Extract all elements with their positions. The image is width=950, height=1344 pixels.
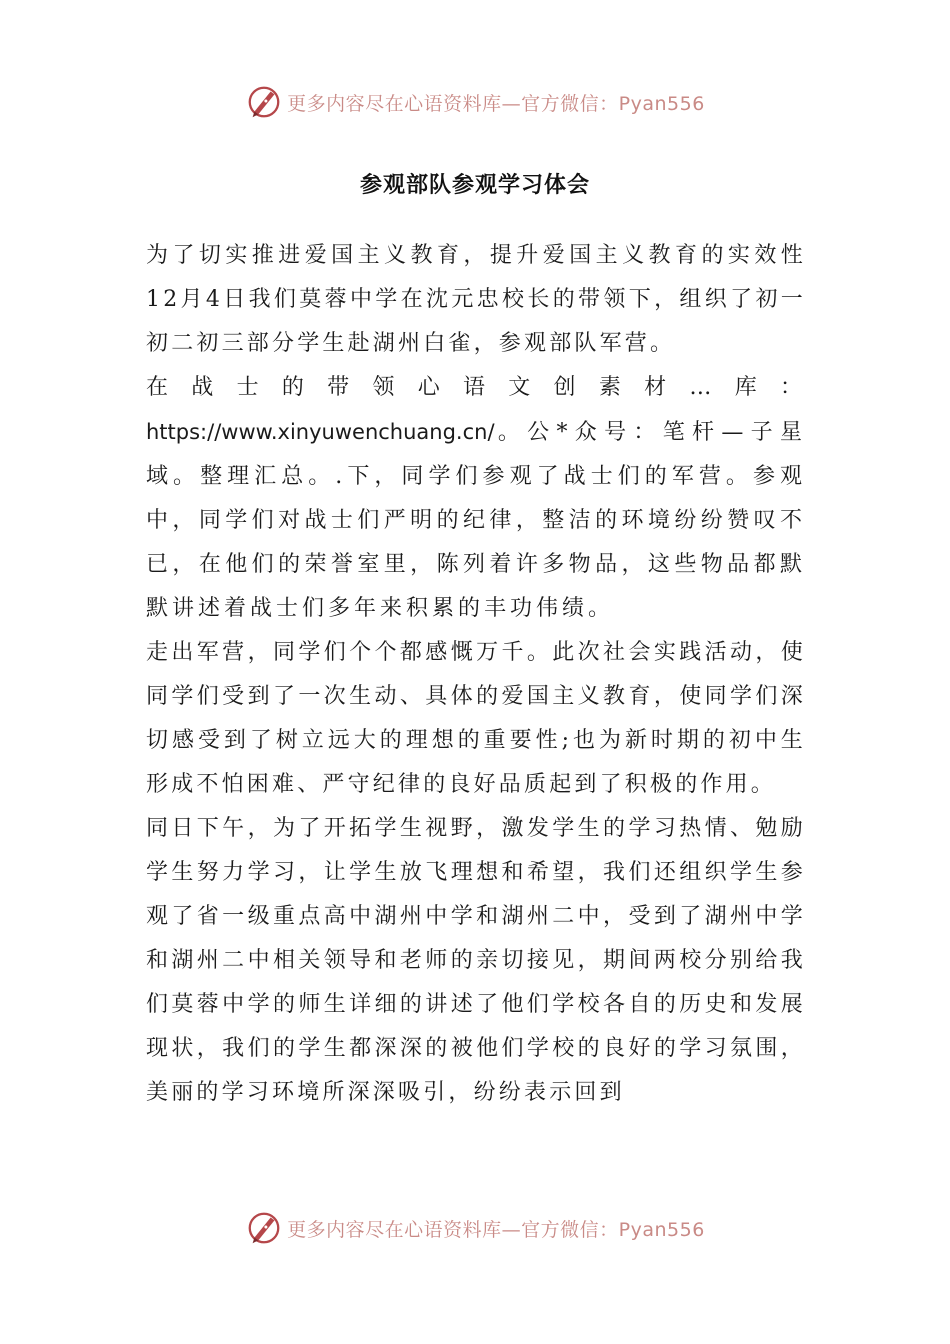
banner-label: 更多内容尽在心语资料库—官方微信： [287, 1218, 619, 1241]
pen-circle-logo-icon [245, 83, 283, 121]
paragraph-3: 走出军营，同学们个个都感慨万千。此次社会实践活动，使同学们受到了一次生动、具体的爱国主义教育，使同学们深切感受到了树立远大的理想的重要性;也为新时期的初中生形成不怕困难、严守纪律的良好品质起到了积极的作用。 [146, 640, 806, 797]
document-title: 参观部队参观学习体会 [359, 173, 590, 198]
header-banner [0, 80, 950, 124]
banner-text [287, 89, 705, 116]
footer-banner [0, 1206, 950, 1250]
banner-text [287, 1215, 705, 1242]
paragraph-2-rest: 。公*众号：笔杆—子星域。整理汇总。.下，同学们参观了战士们的军营。参观中，同学们对战士们严明的纪律，整洁的环境纷纷赞叹不已，在他们的荣誉室里，陈列着许多物品，这些物品都默默讲述着战士们多年来积累的丰功伟绩。 [146, 420, 806, 621]
paragraph-1: 为了切实推进爱国主义教育，提升爱国主义教育的实效性12月4日我们莫蓉中学在沈元忠校长的带领下，组织了初一初二初三部分学生赴湖州白雀，参观部队军营。 [146, 243, 806, 356]
document-body [146, 234, 806, 1115]
website-link[interactable]: https://www.xinyuwenchuang.cn/ [146, 420, 495, 444]
paragraph-2 [146, 366, 806, 631]
paragraph-4: 同日下午，为了开拓学生视野，激发学生的学习热情、勉励学生努力学习，让学生放飞理想和希望，我们还组织学生参观了省一级重点高中湖州中学和湖州二中，受到了湖州中学和湖州二中相关领导和老师的亲切接见，期间两校分别给我们莫蓉中学的师生详细的讲述了他们学校各自的历史和发展现状，我们的学生都深深的被他们学校的良好的学习氛围，美丽的学习环境所深深吸引，纷纷表示回到 [146, 816, 806, 1105]
pen-circle-logo-icon [245, 1209, 283, 1247]
banner-wechat-id: Pyan556 [618, 1218, 705, 1241]
paragraph-2-lead: 在战士的带领心语文创素材…库： [146, 375, 806, 400]
banner-label: 更多内容尽在心语资料库—官方微信： [287, 92, 619, 115]
banner-wechat-id: Pyan556 [618, 92, 705, 115]
